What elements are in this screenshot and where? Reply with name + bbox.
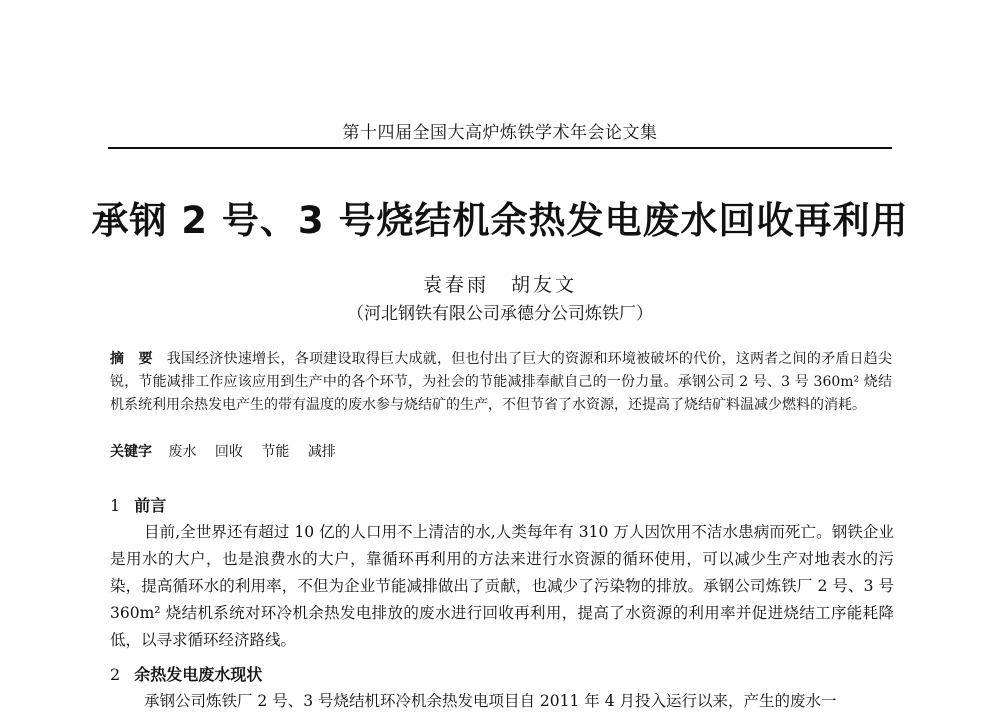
abstract-label: 摘 要 (110, 351, 153, 367)
section-title: 前言 (134, 496, 167, 515)
header-rule (108, 147, 892, 149)
keyword: 减排 (307, 444, 336, 460)
paper-affiliation: （河北钢铁有限公司承德分公司炼铁厂） (347, 304, 653, 324)
keywords-label: 关键字 (110, 444, 152, 460)
section-paragraph: 目前,全世界还有超过 10 亿的人口用不上清洁的水,人类每年有 310 万人因饮用不洁水患病而死亡。钢铁企业是用水的大户，也是浪费水的大户，靠循环再利用的方法来进行水资源的循环使用，可以减少生产对地表水的污染，提高循环水的利用率，不但为企业节能减排做出了贡献，也减少了污染物的排放。承钢公司炼铁厂 2 号、3 号 360m² 烧结机系统对环冷机余热发电排放的废水进行回收再利用，提高了水资源的利用率并促进烧结工序能耗降低，以寻求循环经济路线。 (110, 523, 894, 649)
section-heading-wastewater-status (110, 662, 262, 685)
keywords (110, 441, 892, 464)
keyword: 回收 (214, 444, 243, 460)
section-number: 1 (110, 496, 121, 515)
abstract (110, 348, 892, 417)
keyword: 节能 (261, 444, 290, 460)
section-paragraph: 承钢公司炼铁厂 2 号、3 号烧结机环冷机余热发电项目自 2011 年 4 月投入运行以来，产生的废水一 (144, 692, 837, 710)
section-heading-introduction (110, 493, 166, 516)
section-number: 2 (110, 665, 121, 684)
abstract-text: 我国经济快速增长，各项建设取得巨大成就，但也付出了巨大的资源和环境被破坏的代价，这两者之间的矛盾日趋尖锐，节能减排工作应该应用到生产中的各个环节，为社会的节能减排奉献自己的一份力量。承钢公司 2 号、3 号 360m² 烧结机系统利用余热发电产生的带有温度的废水参与烧结矿的生产，不但节省了水资源，还提高了烧结矿料温减少燃料的消耗。 (110, 351, 893, 413)
section-title: 余热发电废水现状 (134, 665, 263, 684)
paper-title: 承钢 2 号、3 号烧结机余热发电废水回收再利用 (91, 199, 909, 242)
running-head: 第十四届全国大高炉炼铁学术年会论文集 (342, 123, 658, 143)
paper-authors: 袁春雨 胡友文 (422, 274, 577, 296)
keyword: 废水 (168, 444, 197, 460)
